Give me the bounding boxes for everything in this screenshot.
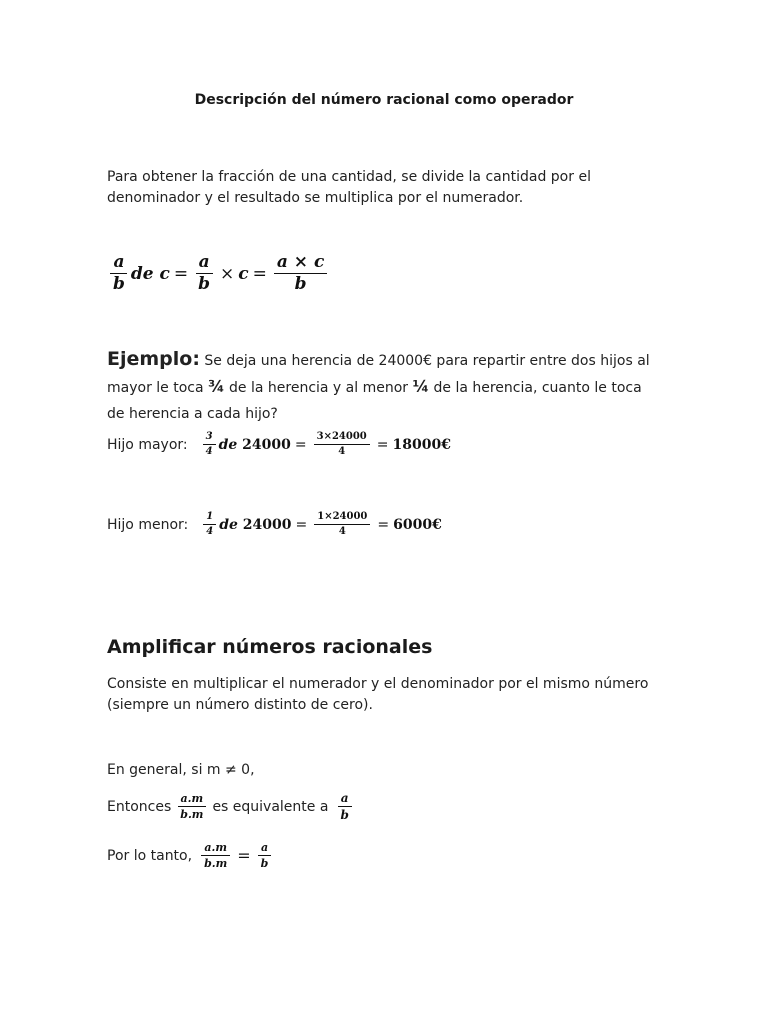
fraction-three-quarters: ¾ [208, 377, 225, 396]
intro-paragraph: Para obtener la fracción de una cantidad, se divide la cantidad por el denominador y el resultado se multiplica por el numerador. [107, 169, 591, 206]
fraction-one-quarter: ¼ [412, 377, 430, 396]
fraction-a-b-2: $\frac{a}{b}$ [258, 842, 272, 869]
entonces-row [107, 792, 355, 821]
fraction-a-over-b: $\frac{a}{b}$ [110, 254, 128, 293]
ejemplo-label: Ejemplo: [107, 348, 200, 370]
result-menor: 6000€ [393, 516, 442, 533]
result-mayor: 18000€ [392, 436, 451, 453]
hijo-menor-row: Hijo menor: $\frac{1}{4}$ de 24000 = $\frac{1\times 24000}{4}$ = 6000€ [107, 511, 442, 537]
hijo-mayor-label: Hijo mayor: [107, 436, 188, 453]
fraction-a-b: $\frac{a}{b}$ [337, 792, 351, 821]
fraction-calc-menor: $\frac{1\times 24000}{4}$ [314, 512, 370, 537]
hijo-menor-label: Hijo menor: [107, 516, 189, 533]
amplificar-paragraph: Consiste en multiplicar el numerador y el denominador por el mismo número (siempre un número distinto de cero). [107, 676, 649, 713]
fraction-1-4: $\frac{1}{4}$ [203, 512, 216, 537]
por-lo-tanto-row: Por lo tanto, $\frac{a.m}{b.m}$ = $\frac{a}{b}$ [107, 842, 274, 869]
por-lo-tanto-label: Por lo tanto, [107, 847, 193, 864]
fraction-a-over-b-2: $\frac{a}{b}$ [195, 254, 213, 293]
page-title: Descripción del número racional como operador [194, 92, 574, 108]
fraction-calc-mayor: $\frac{3\times 24000}{4}$ [314, 432, 370, 457]
fraction-3-4: $\frac{3}{4}$ [203, 432, 216, 457]
entonces-label: Entonces [107, 798, 172, 815]
general-condition: En general, si m ≠ 0, [107, 762, 255, 778]
ejemplo-paragraph: Ejemplo: Se deja una herencia de 24000€ para repartir entre dos hijos al mayor le toca ¾ de la herencia y al menor ¼ de la herencia, cuanto le toca de herencia a cada hijo? [107, 348, 650, 422]
amplificar-heading: Amplificar números racionales [107, 636, 433, 658]
fraction-axc-over-b: $\frac{a \times c}{b}$ [274, 254, 327, 293]
fraction-am-bm: $\frac{a.m}{b.m}$ [177, 793, 206, 820]
fraction-am-bm-2: $\frac{a.m}{b.m}$ [201, 842, 230, 869]
equivalente-label: es equivalente a [212, 798, 329, 815]
hijo-mayor-row: Hijo mayor: $\frac{3}{4}$ de 24000 = $\frac{3\times 24000}{4}$ = 18000€ [107, 431, 451, 457]
general-formula: $\frac{a}{b}$ de c = $\frac{a}{b}$ × c = $\frac{a \times c}{b}$ [107, 252, 330, 293]
